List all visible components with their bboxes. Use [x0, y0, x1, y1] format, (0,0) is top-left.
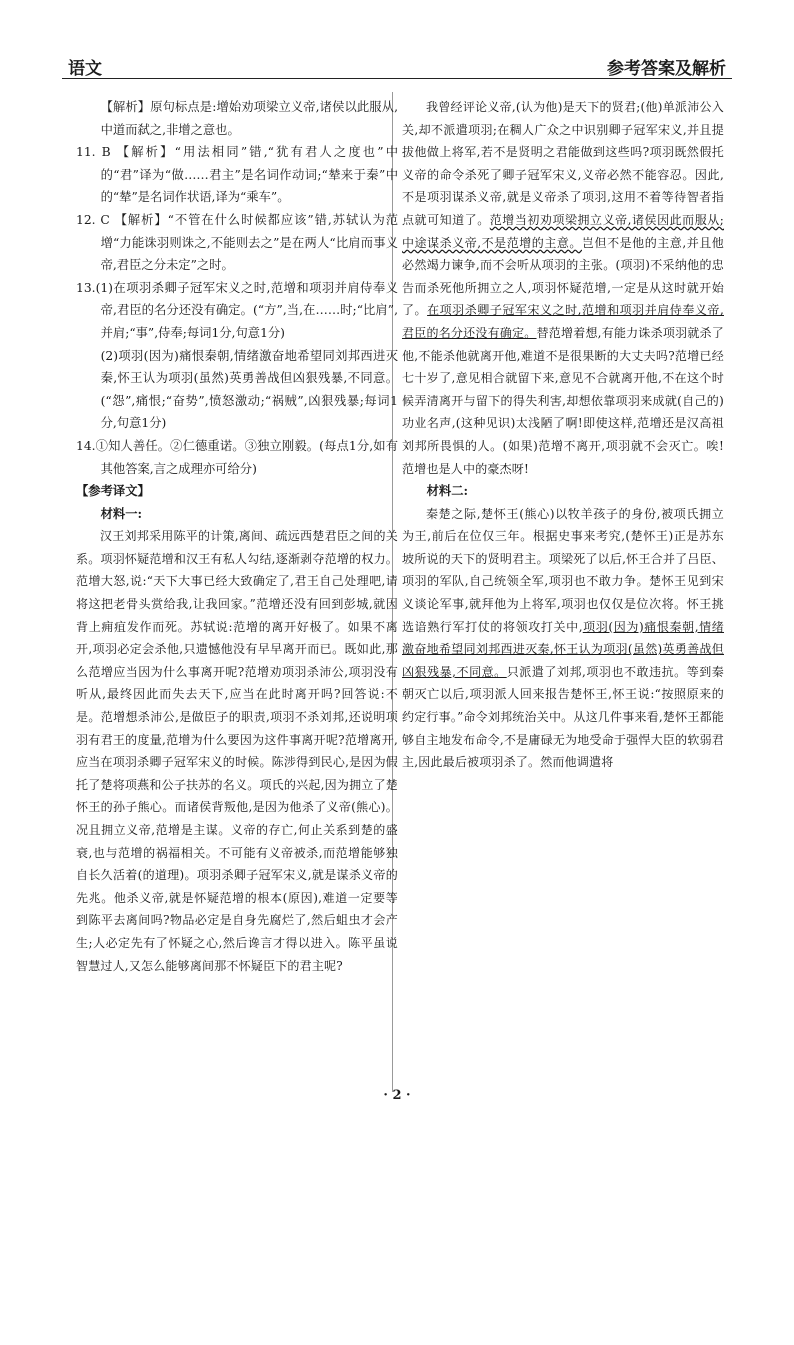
material2-p1-underlined: 项羽(因为)痛恨秦朝,情绪激奋地希望同刘邦西进灭秦,怀王认为项羽(虽然)英勇善战但凶狠残暴,不同意。: [402, 619, 724, 679]
page-header: [62, 52, 732, 79]
q13-answer-part2: (2)项羽(因为)痛恨秦朝,情绪激奋地希望同刘邦西进灭秦,怀王认为项羽(虽然)英勇善战但凶狠残暴,不同意。(“怨”,痛恨;“奋势”,愤怒激动;“祸贼”,凶狠残暴;每词1分,句意1分): [100, 348, 398, 431]
material1-heading: 材料一:: [100, 505, 143, 521]
left-column: [76, 96, 398, 1345]
q11-answer: [76, 141, 398, 209]
q12-answer: [76, 209, 398, 277]
q10-analysis: 【解析】原句标点是:增始劝项梁立义帝,诸侯以此服从,中道而弑之,非增之意也。: [100, 100, 398, 137]
q11-number: 11. B: [76, 145, 111, 160]
material1-p2-text-a: 我曾经评论义帝,(认为他)是天下的贤君;(他)单派沛公入关,却不派遣项羽;在稠人广众之中识别卿子冠军宋义,并且提拔他做上将军,若不是贤明之君能做到这些吗?项羽既然假托义帝的命令杀死了卿子冠军宋义,义帝必然不能容忍。因此,不是项羽谋杀义帝,就是义帝杀了项羽,这用不着等待智者指点就可知道了。: [402, 100, 724, 227]
q14-text: ①知人善任。②仁德重诺。③独立刚毅。(每点1分,如有其他答案,言之成理亦可给分): [95, 438, 398, 476]
material1-p2-wavy-underlined: 范增当初劝项梁拥立义帝,诸侯因此而服从;中途谋杀义帝,不是范增的主意。: [402, 212, 725, 250]
q13-answer-part1: [76, 277, 398, 345]
q11-text: 【解析】“用法相同”错,“犹有君人之度也”中的“君”译为“做……君主”是名词作动词;“辇来于秦”中的“辇”是名词作状语,译为“乘车”。: [100, 145, 398, 205]
material1-paragraph2: [402, 96, 724, 480]
q12-number: 12. C: [76, 212, 110, 227]
material1-p2-underlined: 在项羽杀卿子冠军宋义之时,范增和项羽并肩侍奉义帝,君臣的名分还没有确定。: [402, 303, 724, 340]
reference-translation-heading: 【参考译文】: [76, 483, 150, 499]
q13-number: 13.: [76, 280, 96, 295]
material2-p1-text-a: 秦楚之际,楚怀王(熊心)以牧羊孩子的身份,被项氏拥立为王,前后在位仅三年。根据史事来考究,(楚怀王)正是苏东坡所说的天下的贤明君主。项梁死了以后,怀王合并了吕臣、项羽的军队,自己统领全军,项羽也不敢力争。楚怀王见到宋义谈论军事,就拜他为上将军,项羽也仅仅是位次将。怀王挑选谙熟行军打仗的将领攻打关中,: [402, 506, 724, 634]
material1-paragraph1: 汉王刘邦采用陈平的计策,离间、疏远西楚君臣之间的关系。项羽怀疑范增和汉王有私人勾结,逐渐剥夺范增的权力。范增大怒,说:“天下大事已经大致确定了,君王自己处理吧,请将这把老骨头赏给我,让我回家。”范增还没有回到彭城,就因背上痈疽发作而死。苏轼说:范增的离开好极了。如果不离开,项羽必定会杀他,只遗憾他没有早早离开而已。既如此,那么范增应当因为什么事离开呢?范增劝项羽杀沛公,项羽没有听从,最终因此而失去天下,应当在此时离开吗?回答说:不是。范增想杀沛公,是做臣子的职责,项羽不杀刘邦,还说明项羽有君王的度量,范增为什么要因为这件事离开呢?范增离开,应当在项羽杀卿子冠军宋义的时候。陈涉得到民心,是因为假托了楚将项燕和公子扶苏的名义。项氏的兴起,因为拥立了楚怀王的孙子熊心。而诸侯背叛他,是因为他杀了义帝(熊心)。况且拥立义帝,范增是主谋。义帝的存亡,何止关系到楚的盛衰,也与范增的祸福相关。不可能有义帝被杀,而范增能够独自长久活着(的道理)。项羽杀卿子冠军宋义,就是谋杀义帝的先兆。他杀义帝,就是怀疑范增的根本(原因),难道一定要等到陈平去离间吗?物品必定是自身先腐烂了,然后蛆虫才会产生;人必定先有了怀疑之心,然后谗言才得以进入。陈平虽说智慧过人,又怎么能够离间那不怀疑臣下的君主呢?: [76, 529, 398, 973]
q13-part1-text: (1)在项羽杀卿子冠军宋义之时,范增和项羽并肩侍奉义帝,君臣的名分还没有确定。(“方”,当,在……时;“比肩”,并肩;“事”,侍奉;每词1分,句意1分): [95, 280, 398, 340]
q14-number: 14.: [76, 438, 96, 453]
q14-answer: [76, 435, 398, 480]
right-column: [402, 96, 724, 774]
material2-p1-text-b: 只派遣了刘邦,项羽也不敢违抗。等到秦朝灭亡以后,项羽派人回来报告楚怀王,怀王说:“按照原来的约定行事。”命令刘邦统治关中。从这几件事来看,楚怀王都能够自主地发布命令,不是庸碌无为地受命于强悍大臣的软弱君主,因此最后被项羽杀了。然而他调遣将: [402, 664, 724, 770]
page-number: · 2 ·: [383, 1088, 411, 1103]
material2-heading: 材料二:: [426, 483, 469, 499]
section-title: 参考答案及解析: [607, 59, 726, 79]
subject-title: 语文: [68, 59, 102, 79]
q12-text: 【解析】“不管在什么时候都应该”错,苏轼认为范增“力能诛羽则诛之,不能则去之”是在两人“比肩而事义帝,君臣之分未定”之时。: [100, 212, 398, 273]
material2-paragraph1: [402, 503, 724, 774]
material1-p2-text-b: 岂但不是他的主意,并且他必然竭力谏争,而不会听从项羽的主张。(项羽)不采纳他的忠告而杀死他所拥立之人,项羽怀疑范增,一定是从这时就开始了。: [402, 235, 724, 318]
material1-p2-text-c: 替范增着想,有能力诛杀项羽就杀了他,不能杀他就离开他,难道不是很果断的大丈夫吗?范增已经七十岁了,意见相合就留下来,意见不合就离开他,不在这个时候弄清离开与留下的得失利害,却想依靠项羽来成就(自己的)功业名声,(这种见识)太浅陋了啊!即使这样,范增还是汉高祖刘邦所畏惧的人。(如果)范增不离开,项羽就不会灭亡。唉!范增也是人中的豪杰呀!: [402, 325, 724, 476]
